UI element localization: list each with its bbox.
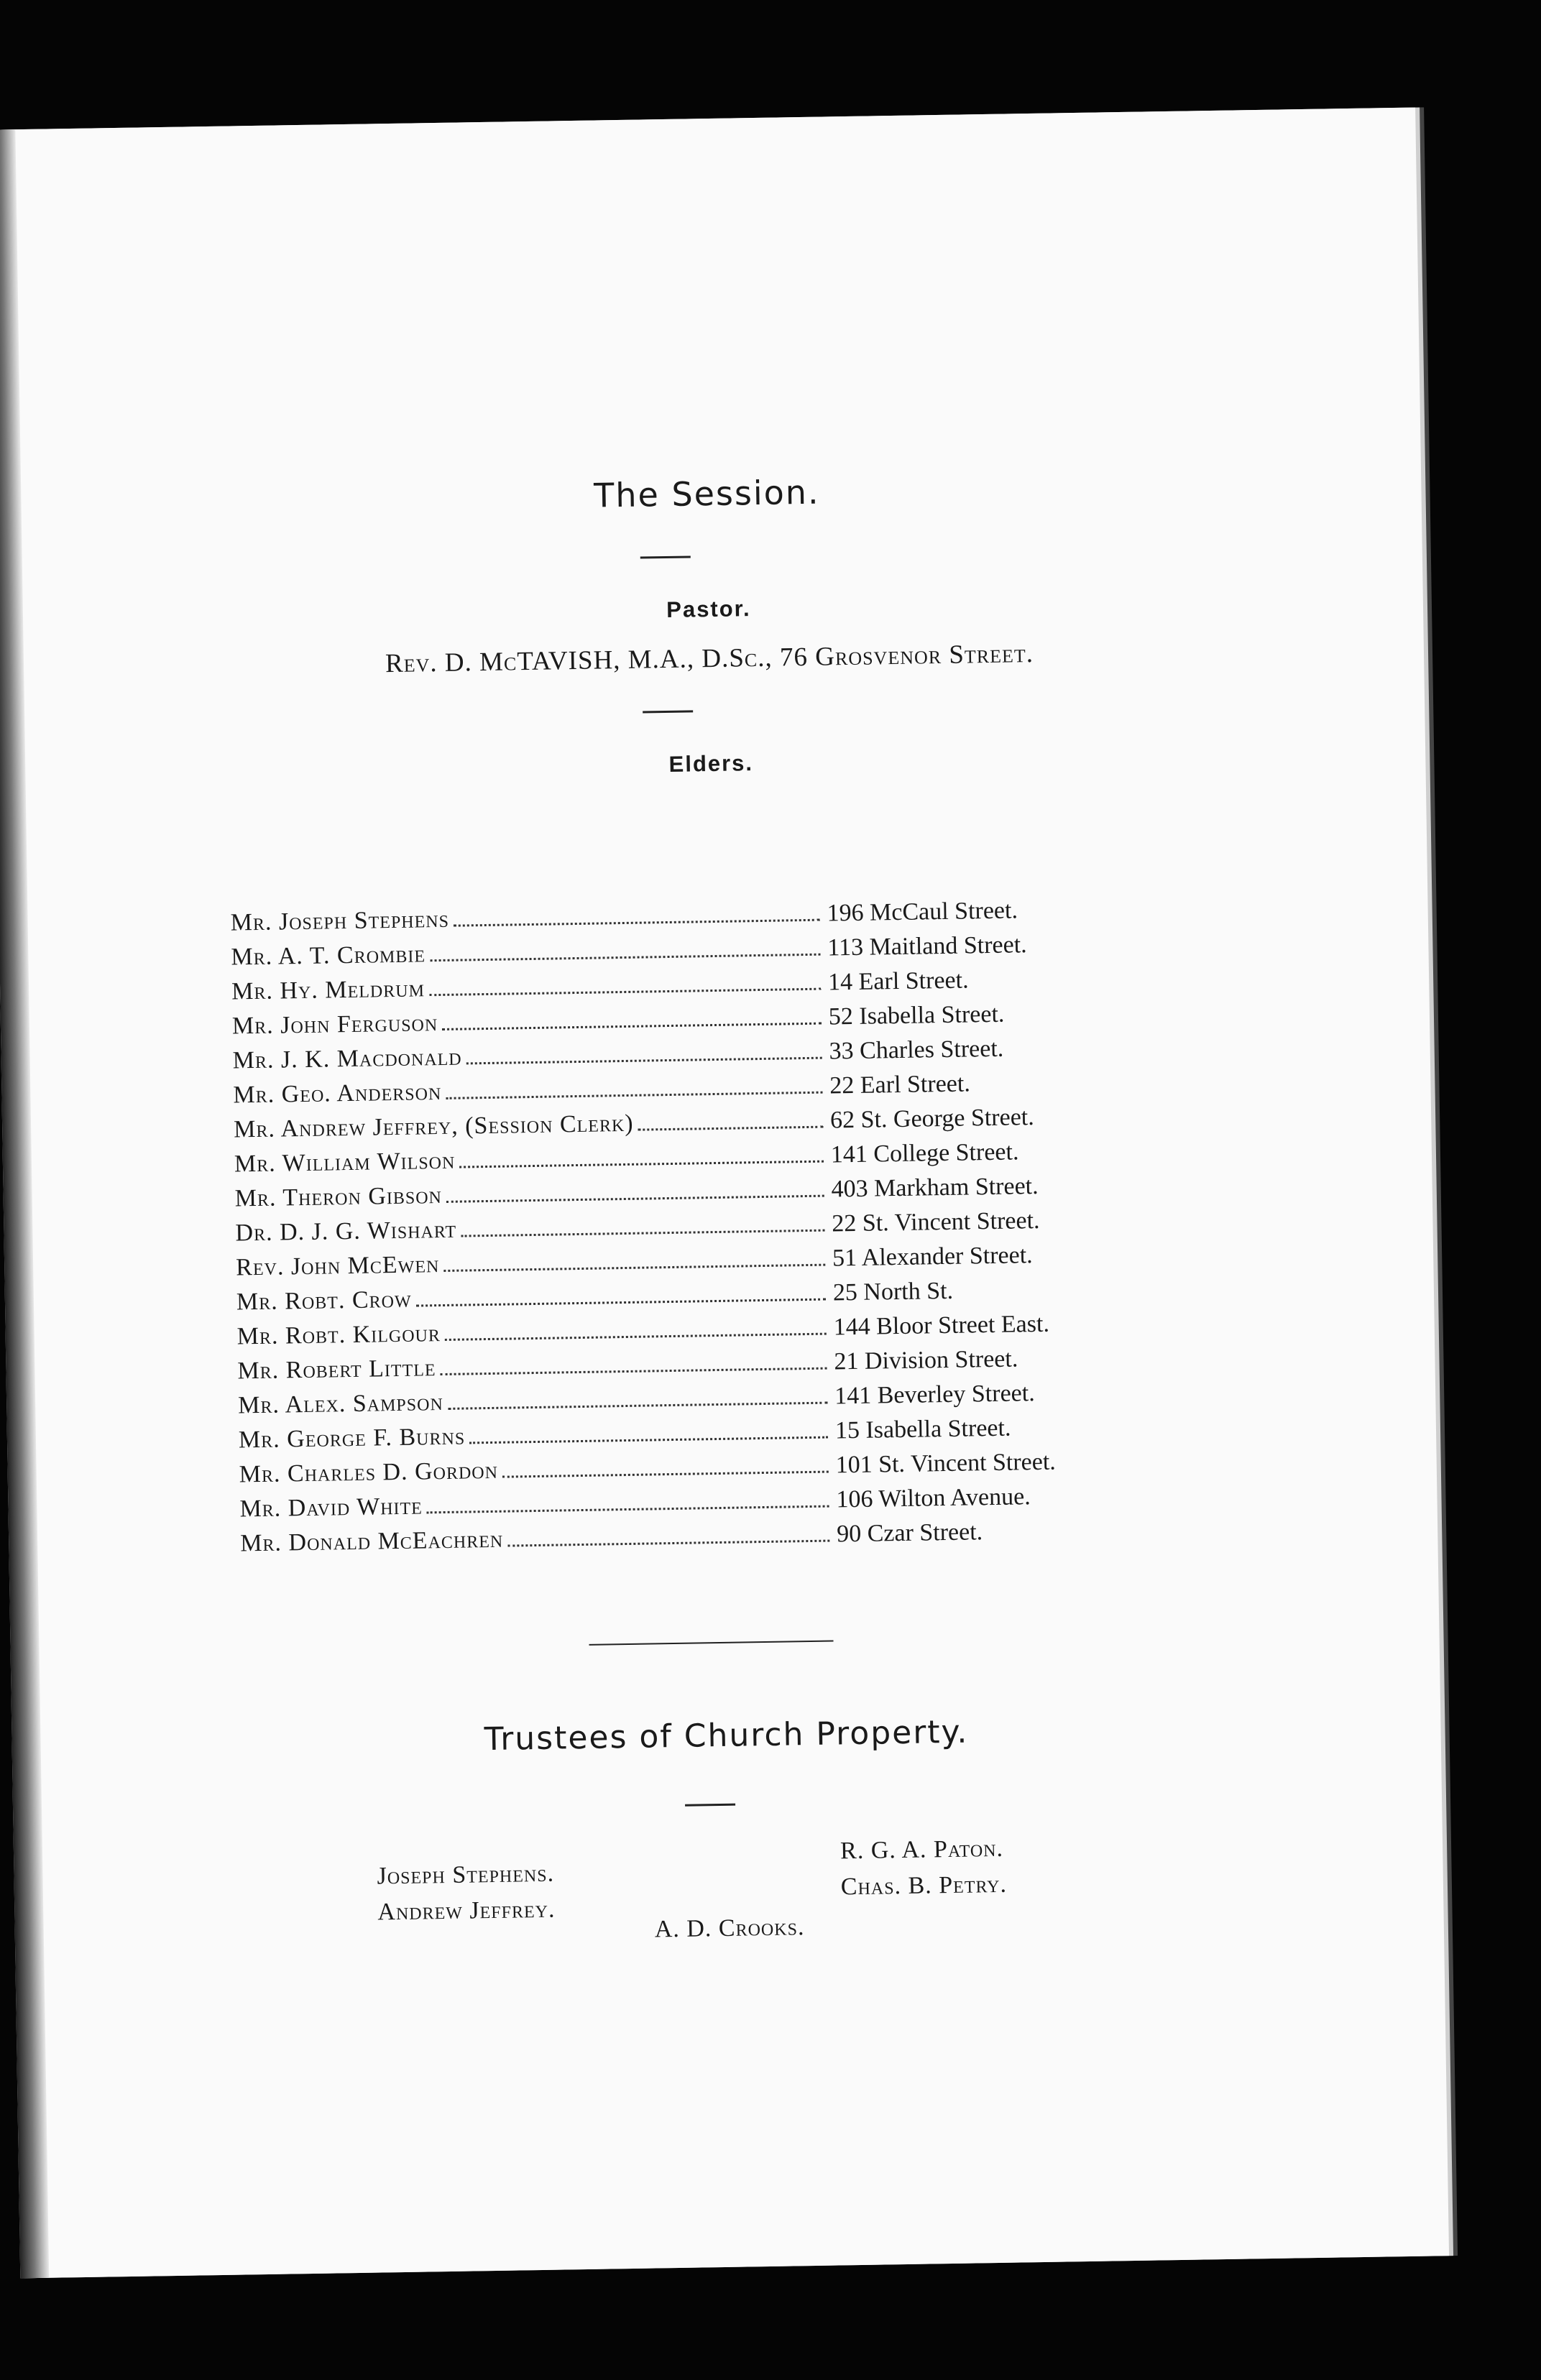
trustee-name: Chas. B. Petry.: [840, 1871, 1008, 1901]
elder-address: 90 Czar Street.: [836, 1518, 983, 1548]
elder-address: 196 McCaul Street.: [827, 897, 1018, 927]
elders-table: [230, 888, 1153, 1558]
dot-leader: [461, 1230, 824, 1237]
pastor-rule: [643, 710, 693, 713]
dot-leader: [446, 1092, 822, 1099]
elder-address: 62 St. George Street.: [829, 1104, 1034, 1134]
elders-heading: Elders.: [668, 750, 754, 777]
elder-address: 22 Earl Street.: [829, 1070, 971, 1099]
elder-name: Mr. Robert Little: [237, 1355, 436, 1385]
trustee-name: Andrew Jeffrey.: [377, 1896, 556, 1926]
elder-address: 403 Markham Street.: [831, 1172, 1039, 1203]
elder-name: Mr. J. K. Macdonald: [232, 1043, 462, 1074]
trustee-name: Joseph Stephens.: [377, 1860, 555, 1890]
elder-name: Mr. Geo. Anderson: [233, 1078, 442, 1109]
dot-leader: [466, 1057, 822, 1065]
elder-address: 14 Earl Street.: [827, 967, 969, 996]
dot-leader: [441, 1367, 827, 1375]
elder-name: Mr. Theron Gibson: [234, 1181, 443, 1212]
elder-name: Mr. Robt. Kilgour: [236, 1320, 441, 1350]
book-spine-edge: [0, 129, 49, 2278]
elder-address: 22 St. Vincent Street.: [832, 1207, 1040, 1237]
session-title: The Session.: [593, 472, 820, 515]
elder-address: 101 St. Vincent Street.: [835, 1448, 1057, 1479]
dot-leader: [469, 1436, 828, 1444]
dot-leader: [638, 1126, 824, 1131]
elder-address: 52 Isabella Street.: [828, 1000, 1005, 1030]
elder-address: 25 North St.: [832, 1277, 954, 1306]
dot-leader: [427, 1505, 829, 1514]
dot-leader: [448, 1402, 827, 1410]
elder-address: 106 Wilton Avenue.: [836, 1483, 1031, 1513]
elder-name: Mr. William Wilson: [234, 1147, 456, 1178]
elder-name: Mr. Joseph Stephens: [230, 905, 450, 936]
dot-leader: [502, 1471, 829, 1478]
elder-name: Mr. John Ferguson: [231, 1010, 438, 1040]
document-page: [0, 108, 1449, 2279]
elder-name: Mr. A. T. Crombie: [231, 941, 426, 971]
trustees-title: Trustees of Church Property.: [484, 1713, 969, 1758]
elder-name: Mr. Charles D. Gordon: [239, 1457, 499, 1488]
dot-leader: [446, 1195, 824, 1203]
trustee-name: A. D. Crooks.: [654, 1914, 805, 1943]
section-divider: [589, 1641, 834, 1646]
elder-address: 144 Bloor Street East.: [833, 1310, 1050, 1341]
elder-address: 21 Division Street.: [834, 1345, 1018, 1375]
elder-name: Mr. David White: [239, 1493, 423, 1523]
elder-name: Rev. John McEwen: [235, 1251, 440, 1281]
trustees-rule: [685, 1804, 735, 1807]
elder-name: Dr. D. J. G. Wishart: [235, 1216, 457, 1247]
elder-name: Mr. Robt. Crow: [236, 1286, 412, 1316]
elder-name: Mr. Andrew Jeffrey, (Session Clerk): [233, 1110, 634, 1143]
dot-leader: [454, 919, 820, 927]
elder-address: 141 College Street.: [830, 1138, 1019, 1168]
elder-address: 15 Isabella Street.: [834, 1414, 1011, 1444]
dot-leader: [416, 1299, 826, 1307]
dot-leader: [445, 1333, 827, 1341]
dot-leader: [507, 1540, 829, 1547]
elder-name: Mr. Alex. Sampson: [237, 1389, 444, 1419]
elder-name: Mr. Hy. Meldrum: [231, 975, 426, 1005]
dot-leader: [430, 954, 820, 962]
elder-name: Mr. George F. Burns: [238, 1423, 466, 1454]
elder-name: Mr. Donald McEachren: [239, 1526, 504, 1557]
title-rule: [640, 555, 691, 558]
dot-leader: [459, 1161, 824, 1168]
elder-address: 51 Alexander Street.: [832, 1242, 1033, 1272]
dot-leader: [429, 988, 821, 997]
pastor-heading: Pastor.: [666, 596, 751, 622]
dot-leader: [443, 1264, 825, 1272]
elder-address: 113 Maitland Street.: [827, 931, 1027, 961]
pastor-line: Rev. D. McTAVISH, M.A., D.Sc., 76 Grosvenor Street.: [385, 638, 1034, 679]
elder-address: 33 Charles Street.: [829, 1035, 1004, 1065]
trustee-name: R. G. A. Paton.: [840, 1835, 1004, 1865]
dot-leader: [442, 1023, 822, 1030]
elder-address: 141 Beverley Street.: [834, 1380, 1035, 1410]
